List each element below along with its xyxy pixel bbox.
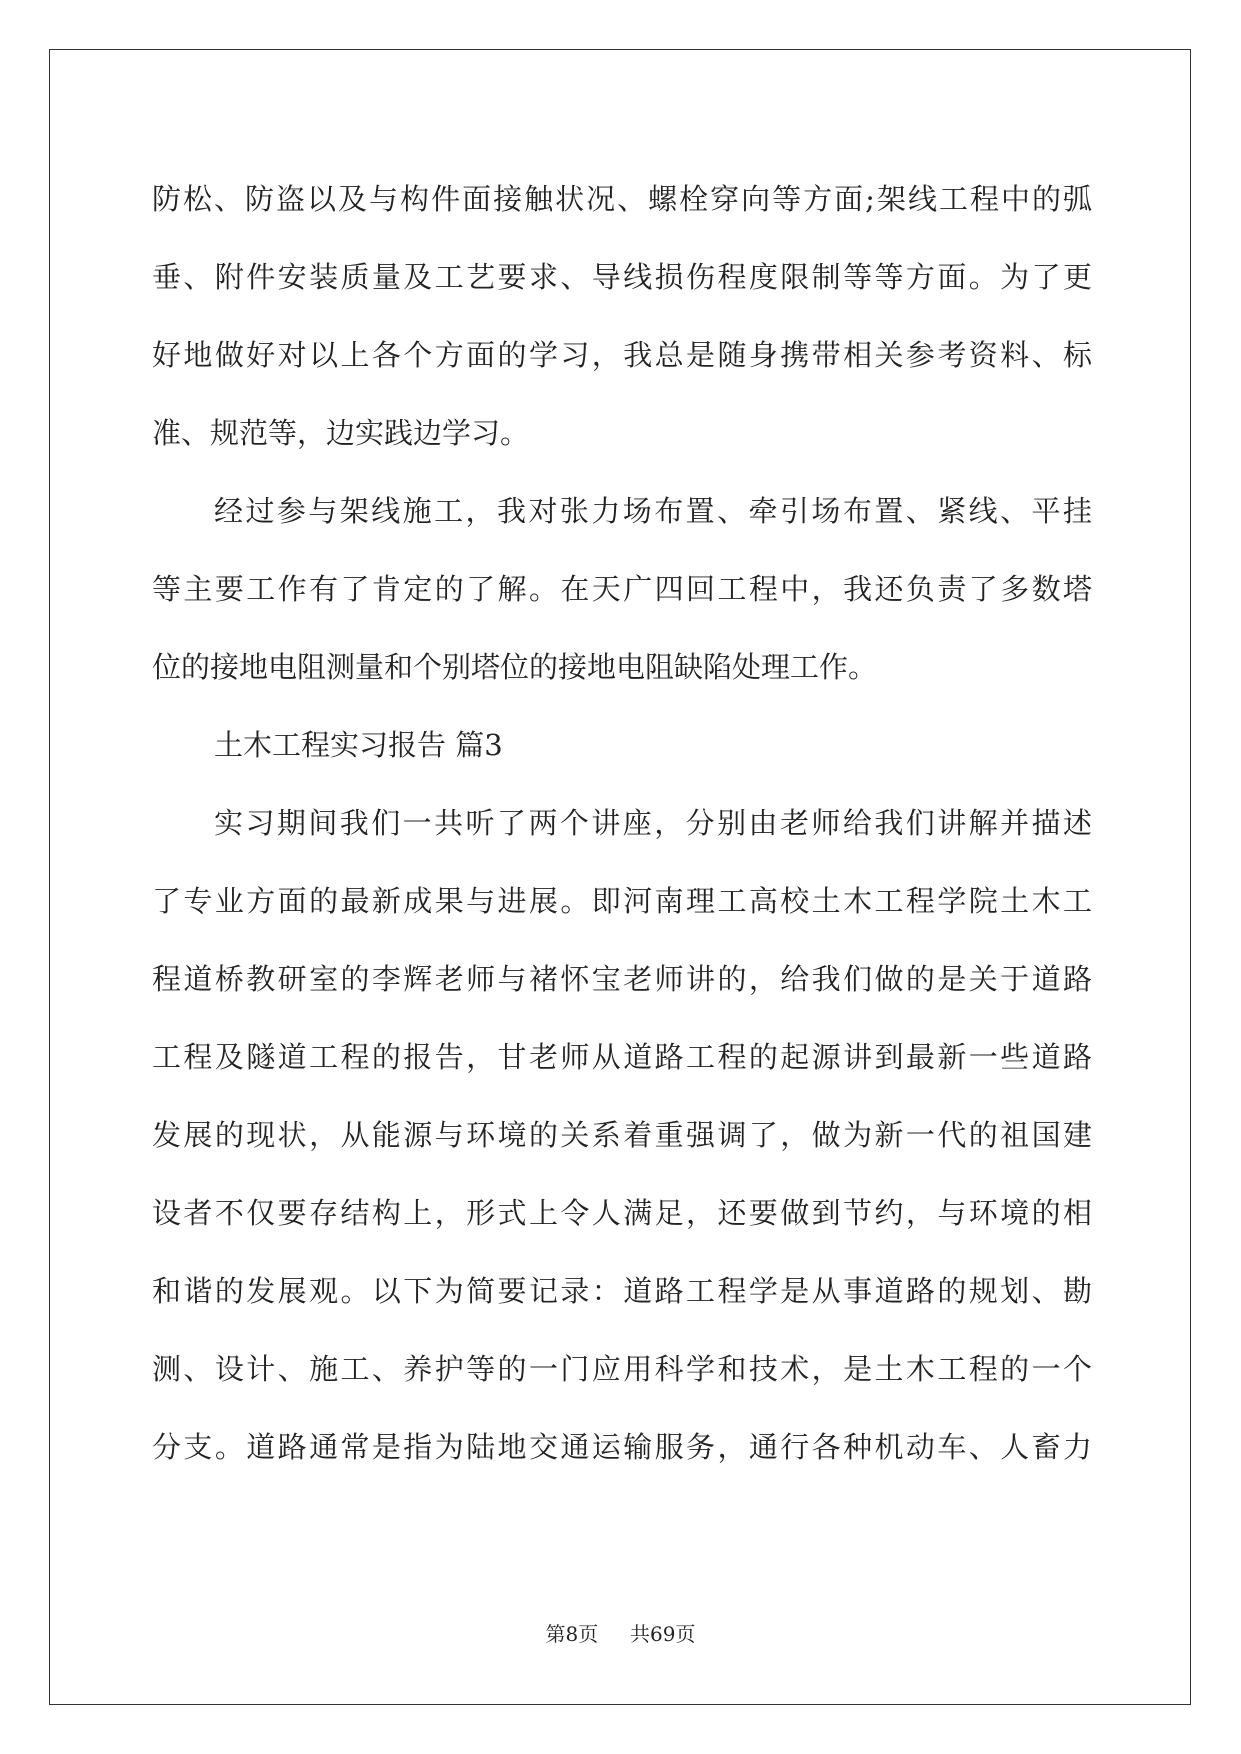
text-line: 防松、防盗以及与构件面接触状况、螺栓穿向等方面;架线工程中的弧: [152, 182, 1092, 216]
text-line: 测、设计、施工、养护等的一门应用科学和技术，是土木工程的一个: [152, 1352, 1092, 1386]
document-body: [152, 160, 1092, 1486]
text-line: 准、规范等，边实践边学习。: [152, 416, 530, 450]
text-line: 等主要工作有了肯定的了解。在天广四回工程中，我还负责了多数塔: [152, 572, 1092, 606]
section-heading: 土木工程实习报告 篇3: [214, 728, 503, 762]
text-line: 了专业方面的最新成果与进展。即河南理工高校土木工程学院土木工: [152, 884, 1092, 918]
text-line: 经过参与架线施工，我对张力场布置、牵引场布置、紧线、平挂: [214, 494, 1092, 528]
text-line: 垂、附件安装质量及工艺要求、导线损伤程度限制等等方面。为了更: [152, 260, 1092, 294]
text-line: 工程及隧道工程的报告，甘老师从道路工程的起源讲到最新一些道路: [152, 1040, 1092, 1074]
text-line: 设者不仅要存结构上，形式上令人满足，还要做到节约，与环境的相: [152, 1196, 1092, 1230]
text-line: 好地做好对以上各个方面的学习，我总是随身携带相关参考资料、标: [152, 338, 1092, 372]
text-line: 位的接地电阻测量和个别塔位的接地电阻缺陷处理工作。: [152, 650, 878, 684]
page-footer: [0, 1618, 1241, 1647]
page-number: 第8页: [545, 1622, 599, 1646]
text-line: 和谐的发展观。以下为简要记录：道路工程学是从事道路的规划、勘: [152, 1274, 1092, 1308]
text-line: 发展的现状，从能源与环境的关系着重强调了，做为新一代的祖国建: [152, 1118, 1092, 1152]
text-line: 程道桥教研室的李辉老师与褚怀宝老师讲的，给我们做的是关于道路: [152, 962, 1092, 996]
total-pages: 共69页: [630, 1622, 696, 1646]
text-line: 分支。道路通常是指为陆地交通运输服务，通行各种机动车、人畜力: [152, 1430, 1092, 1464]
text-line: 实习期间我们一共听了两个讲座，分别由老师给我们讲解并描述: [214, 806, 1092, 840]
